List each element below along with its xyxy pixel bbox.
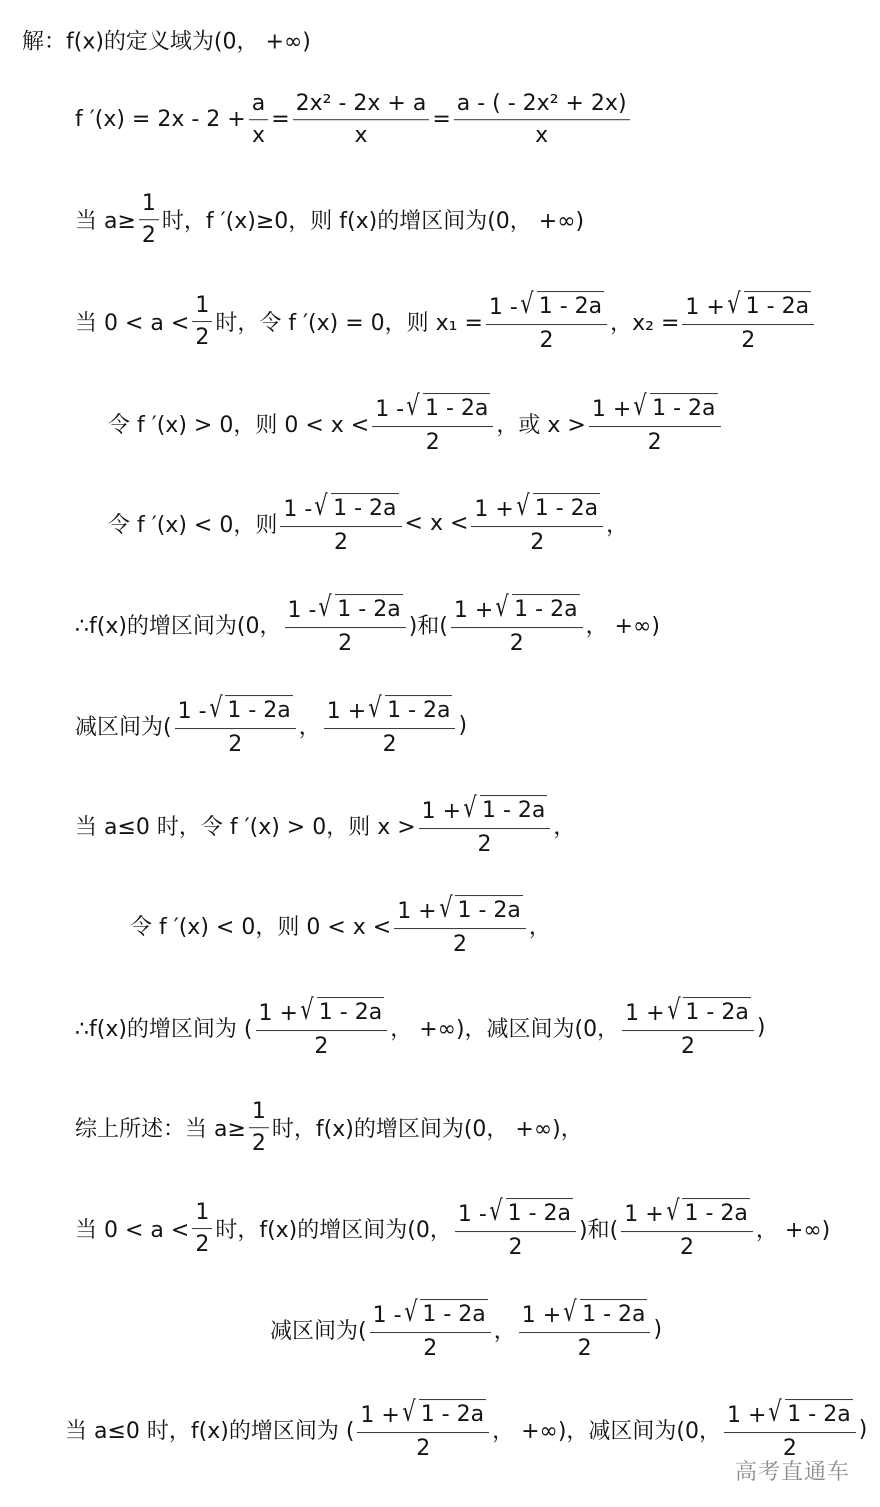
sqrt-radicand: 1 - 2a xyxy=(650,393,717,421)
sqrt-expression xyxy=(766,1395,852,1429)
math-text: 当 0 < a < xyxy=(75,311,190,337)
sqrt-expression xyxy=(487,1194,573,1228)
sqrt-radicand: 1 - 2a xyxy=(580,1299,647,1327)
fraction-numerator xyxy=(175,691,296,728)
fraction xyxy=(192,1200,212,1258)
numerator-lead: 1 + xyxy=(397,899,437,925)
math-text: ， xyxy=(606,513,629,539)
sqrt-sign: √ xyxy=(495,590,509,624)
fraction-denominator: 2 xyxy=(419,828,551,857)
sqrt-radicand: 1 - 2a xyxy=(385,695,452,723)
sqrt-radicand: 1 - 2a xyxy=(533,493,600,521)
sqrt-sign: √ xyxy=(368,691,382,725)
fraction-numerator xyxy=(394,891,526,928)
fraction-denominator: 2 xyxy=(724,1432,856,1461)
numerator-lead: 1 + xyxy=(258,1001,298,1027)
fraction-numerator: 1 xyxy=(141,191,156,217)
sqrt-sign: √ xyxy=(633,389,647,423)
line-domain xyxy=(22,25,311,56)
fraction-sqrt xyxy=(419,791,551,857)
fraction-sqrt xyxy=(471,489,603,555)
sqrt-sign: √ xyxy=(563,1295,577,1329)
line-case2-inc xyxy=(75,590,660,656)
fraction-denominator: 2 xyxy=(451,627,583,656)
numerator-lead: 1 - xyxy=(283,497,313,523)
math-text: ∴f(x)的增区间为(0， xyxy=(75,614,282,640)
math-text: ， xyxy=(493,1319,516,1345)
numerator-lead: 1 - xyxy=(375,397,405,423)
fraction-denominator: x xyxy=(293,120,430,149)
math-text: ， +∞)，减区间为(0， xyxy=(390,1017,620,1043)
fraction-numerator: 2x² - 2x + a xyxy=(295,91,427,117)
fraction-sqrt xyxy=(486,287,607,353)
math-text: ) xyxy=(653,1317,663,1343)
fraction-sqrt xyxy=(280,489,401,555)
sqrt-sign: √ xyxy=(314,489,328,523)
fraction-denominator: 2 xyxy=(324,728,456,757)
fraction-numerator xyxy=(622,993,754,1030)
sqrt-radicand: 1 - 2a xyxy=(331,493,398,521)
fraction-sqrt xyxy=(394,891,526,957)
fraction-numerator xyxy=(724,1395,856,1432)
fraction-numerator xyxy=(621,1194,753,1231)
math-text: 令 f ′(x) > 0，则 0 < x < xyxy=(108,413,370,439)
math-text: )和( xyxy=(579,1218,619,1244)
fraction-numerator xyxy=(324,691,456,728)
fraction-sqrt xyxy=(519,1295,651,1361)
numerator-lead: 1 + xyxy=(421,799,462,825)
fraction-numerator xyxy=(451,590,583,627)
fraction-numerator xyxy=(357,1395,489,1432)
math-text: 时，f ′(x)≥0，则 f(x)的增区间为(0， +∞) xyxy=(161,209,585,235)
sqrt-sign: √ xyxy=(208,691,223,725)
numerator-lead: 1 + xyxy=(360,1403,400,1429)
sqrt-expression xyxy=(631,389,717,423)
math-text: 时，令 f ′(x) = 0，则 x₁ = xyxy=(215,311,483,337)
math-text: 当 a≤0 时，令 f ′(x) > 0，则 x > xyxy=(75,815,416,841)
math-text: 解：f(x)的定义域为(0， +∞) xyxy=(22,29,311,55)
fraction-sqrt xyxy=(370,1295,491,1361)
numerator-lead: 1 - xyxy=(177,699,207,725)
fraction-numerator xyxy=(455,1194,576,1231)
sqrt-radicand: 1 - 2a xyxy=(423,393,490,421)
line-summary-4 xyxy=(65,1395,868,1461)
fraction xyxy=(249,91,268,149)
fraction-numerator xyxy=(519,1295,651,1332)
line-case3-result xyxy=(75,993,766,1059)
sqrt-expression xyxy=(725,287,811,321)
fraction-numerator xyxy=(285,590,406,627)
math-text: ， xyxy=(553,815,576,841)
fraction xyxy=(454,91,630,149)
fraction xyxy=(249,1099,269,1157)
fraction-numerator xyxy=(370,1295,491,1332)
fraction-denominator: 2 xyxy=(192,1228,212,1257)
sqrt-radicand: 1 - 2a xyxy=(225,695,292,723)
sqrt-radicand: 1 - 2a xyxy=(744,291,811,319)
math-text: )和( xyxy=(408,614,448,640)
line-case2-pos xyxy=(108,389,724,455)
fraction xyxy=(139,191,159,249)
fraction-denominator: 2 xyxy=(175,728,296,757)
line-summary-1 xyxy=(75,1099,583,1157)
numerator-lead: 1 + xyxy=(474,497,514,523)
fraction-numerator: 1 xyxy=(195,293,210,319)
line-case3-neg xyxy=(130,891,551,957)
fraction-numerator: 1 xyxy=(251,1099,266,1125)
fraction-denominator: 2 xyxy=(622,1030,754,1059)
sqrt-radicand: 1 - 2a xyxy=(480,795,547,823)
math-text: ， +∞)，减区间为(0， xyxy=(492,1419,722,1445)
fraction-denominator: 2 xyxy=(372,426,493,455)
line-derivative xyxy=(75,91,633,149)
fraction-sqrt xyxy=(724,1395,856,1461)
numerator-lead: 1 - xyxy=(287,598,317,624)
math-text: ) xyxy=(458,713,468,739)
line-case3-pos xyxy=(75,791,576,857)
math-text: 减区间为( xyxy=(270,1319,367,1345)
fraction-numerator xyxy=(471,489,603,526)
sqrt-sign: √ xyxy=(516,489,530,523)
fraction-sqrt xyxy=(682,287,814,353)
sqrt-expression xyxy=(493,590,579,624)
sqrt-expression xyxy=(312,489,398,523)
sqrt-sign: √ xyxy=(768,1395,783,1429)
sqrt-expression xyxy=(518,287,604,321)
fraction-numerator xyxy=(486,287,607,324)
sqrt-expression xyxy=(400,1395,486,1429)
fraction-denominator: 2 xyxy=(285,627,406,656)
fraction-denominator: 2 xyxy=(471,526,603,555)
fraction-numerator: a xyxy=(251,91,266,117)
sqrt-expression xyxy=(514,489,600,523)
sqrt-sign: √ xyxy=(520,287,534,321)
fraction-denominator: 2 xyxy=(455,1231,576,1260)
math-text: ) xyxy=(858,1417,868,1443)
math-text: 令 f ′(x) < 0，则 xyxy=(108,513,278,539)
fraction-numerator xyxy=(256,993,388,1030)
fraction-numerator xyxy=(682,287,814,324)
math-text: ，或 x > xyxy=(496,413,586,439)
fraction-denominator: 2 xyxy=(370,1332,491,1361)
fraction-sqrt xyxy=(455,1194,576,1260)
math-text: ) xyxy=(756,1015,766,1041)
sqrt-sign: √ xyxy=(402,1395,416,1429)
fraction-denominator: 2 xyxy=(192,321,212,350)
math-text: 当 a≥ xyxy=(75,209,136,235)
sqrt-radicand: 1 - 2a xyxy=(317,997,384,1025)
numerator-lead: 1 + xyxy=(453,598,494,624)
numerator-lead: 1 + xyxy=(326,699,367,725)
sqrt-sign: √ xyxy=(438,891,453,925)
fraction-denominator: 2 xyxy=(486,324,607,353)
math-text: 时，f(x)的增区间为(0， +∞)， xyxy=(271,1117,583,1143)
sqrt-sign: √ xyxy=(665,1194,680,1228)
fraction-denominator: 2 xyxy=(394,928,526,957)
fraction-denominator: 2 xyxy=(682,324,814,353)
sqrt-radicand: 1 - 2a xyxy=(455,895,522,923)
sqrt-expression xyxy=(402,1295,488,1329)
line-case2-roots xyxy=(75,287,817,353)
watermark: 高考直通车 xyxy=(734,1460,850,1485)
line-summary-3 xyxy=(270,1295,663,1361)
math-text: < x < xyxy=(404,511,469,537)
math-text: 令 f ′(x) < 0，则 0 < x < xyxy=(130,915,392,941)
math-text: 综上所述：当 a≥ xyxy=(75,1117,246,1143)
sqrt-radicand: 1 - 2a xyxy=(683,997,750,1025)
sqrt-sign: √ xyxy=(666,993,681,1027)
math-text: 当 a≤0 时，f(x)的增区间为 ( xyxy=(65,1419,355,1445)
fraction-denominator: 2 xyxy=(589,426,721,455)
numerator-lead: 1 + xyxy=(685,295,725,321)
numerator-lead: 1 + xyxy=(521,1303,562,1329)
math-text: 当 0 < a < xyxy=(75,1218,190,1244)
fraction-sqrt xyxy=(324,691,456,757)
fraction xyxy=(192,293,212,351)
sqrt-expression xyxy=(561,1295,647,1329)
fraction-numerator xyxy=(419,791,551,828)
numerator-lead: 1 - xyxy=(488,295,518,321)
sqrt-sign: √ xyxy=(406,389,420,423)
fraction-sqrt xyxy=(372,389,493,455)
math-text: = xyxy=(432,107,451,133)
sqrt-expression xyxy=(207,691,293,725)
line-case2-dec xyxy=(75,691,468,757)
fraction xyxy=(293,91,430,149)
numerator-lead: 1 + xyxy=(625,1001,665,1027)
math-text: ， +∞) xyxy=(585,614,660,640)
sqrt-expression xyxy=(437,891,523,925)
fraction-numerator xyxy=(280,489,401,526)
sqrt-expression xyxy=(665,993,751,1027)
sqrt-radicand: 1 - 2a xyxy=(335,594,402,622)
fraction-denominator: 2 xyxy=(621,1231,753,1260)
numerator-lead: 1 - xyxy=(372,1303,402,1329)
sqrt-radicand: 1 - 2a xyxy=(537,291,604,319)
fraction-sqrt xyxy=(256,993,388,1059)
fraction-sqrt xyxy=(175,691,296,757)
sqrt-expression xyxy=(298,993,384,1027)
sqrt-sign: √ xyxy=(403,1295,418,1329)
fraction-denominator: 2 xyxy=(357,1432,489,1461)
sqrt-sign: √ xyxy=(489,1194,503,1228)
fraction-denominator: x xyxy=(454,120,630,149)
fraction-numerator xyxy=(372,389,493,426)
sqrt-radicand: 1 - 2a xyxy=(419,1399,486,1427)
numerator-lead: 1 + xyxy=(591,397,632,423)
fraction-denominator: 2 xyxy=(139,220,159,249)
numerator-lead: 1 + xyxy=(624,1202,664,1228)
math-text: 减区间为( xyxy=(75,715,172,741)
fraction-denominator: 2 xyxy=(249,1128,269,1157)
sqrt-sign: √ xyxy=(463,791,477,825)
fraction-numerator xyxy=(589,389,721,426)
line-case2-neg xyxy=(108,489,629,555)
sqrt-radicand: 1 - 2a xyxy=(682,1198,749,1226)
line-summary-2 xyxy=(75,1194,831,1260)
fraction-sqrt xyxy=(285,590,406,656)
sqrt-expression xyxy=(404,389,490,423)
fraction-numerator: a - ( - 2x² + 2x) xyxy=(456,91,627,117)
fraction-denominator: x xyxy=(249,120,268,149)
math-text: ， +∞) xyxy=(755,1218,831,1244)
sqrt-expression xyxy=(366,691,452,725)
sqrt-radicand: 1 - 2a xyxy=(785,1399,852,1427)
fraction-denominator: 2 xyxy=(256,1030,388,1059)
numerator-lead: 1 + xyxy=(727,1403,767,1429)
math-text: ， xyxy=(298,715,321,741)
fraction-sqrt xyxy=(357,1395,489,1461)
math-text: 时，f(x)的增区间为(0， xyxy=(215,1218,452,1244)
fraction-sqrt xyxy=(589,389,721,455)
fraction-numerator: 1 xyxy=(195,1200,210,1226)
math-text: f ′(x) = 2x - 2 + xyxy=(75,107,246,133)
fraction-sqrt xyxy=(451,590,583,656)
numerator-lead: 1 - xyxy=(457,1202,487,1228)
sqrt-sign: √ xyxy=(727,287,741,321)
sqrt-expression xyxy=(316,590,402,624)
line-case1 xyxy=(75,191,584,249)
sqrt-radicand: 1 - 2a xyxy=(506,1198,573,1226)
fraction-denominator: 2 xyxy=(519,1332,651,1361)
sqrt-sign: √ xyxy=(300,993,314,1027)
sqrt-expression xyxy=(664,1194,750,1228)
sqrt-sign: √ xyxy=(318,590,333,624)
math-text: ，x₂ = xyxy=(610,311,680,337)
math-text: ， xyxy=(528,915,551,941)
sqrt-expression xyxy=(461,791,547,825)
math-text: = xyxy=(271,107,290,133)
sqrt-radicand: 1 - 2a xyxy=(512,594,579,622)
math-text: ∴f(x)的增区间为 ( xyxy=(75,1017,253,1043)
fraction-sqrt xyxy=(621,1194,753,1260)
fraction-sqrt xyxy=(622,993,754,1059)
sqrt-radicand: 1 - 2a xyxy=(420,1299,487,1327)
fraction-denominator: 2 xyxy=(280,526,401,555)
